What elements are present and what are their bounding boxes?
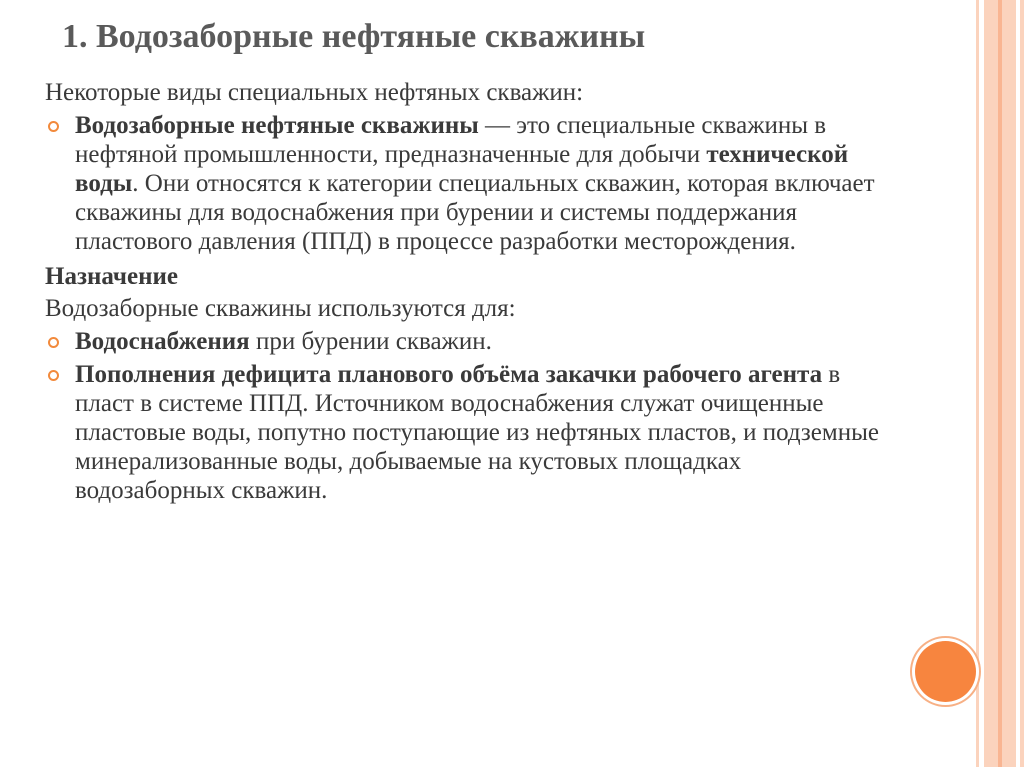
bullet-circle-icon xyxy=(48,370,59,381)
bullet-text xyxy=(75,327,895,356)
bullet-circle-icon xyxy=(48,121,59,132)
decorative-right-stripes xyxy=(976,0,1024,767)
slide-content xyxy=(45,78,895,505)
bullet-text-part: в пласт в системе ППД. Источником водоснабжения служат очищенные пластовые воды, попутно поступающие из нефтяных пластов, и подземные минерализованные воды, добываемые на кустовых площадках водозаборных скважин. xyxy=(75,361,879,504)
bold-term: Пополнения дефицита планового объёма закачки рабочего агента xyxy=(75,361,823,388)
purpose-intro-text: Водозаборные скважины используются для: xyxy=(45,295,516,322)
bullet-text-part: при бурении скважин. xyxy=(249,328,492,355)
bullet-text xyxy=(75,360,895,505)
bold-term: Водозаборные нефтяные скважины xyxy=(75,112,479,139)
bold-term: технической воды xyxy=(75,141,849,197)
bullet-text-part: . Они относятся к категории специальных скважин, которая включает скважины для водоснабжения при бурении и системы поддержания пластового давления (ППД) в процессе разработки месторождения. xyxy=(75,170,875,255)
decorative-orange-circle xyxy=(915,641,976,702)
bullet-item-replenishment xyxy=(45,360,895,505)
bullet-item-water-supply xyxy=(45,327,895,356)
intro-text: Некоторые виды специальных нефтяных скважин: xyxy=(45,79,584,106)
bullet-text xyxy=(75,111,895,256)
section-heading: Назначение xyxy=(45,263,178,290)
bullet-circle-icon xyxy=(48,337,59,348)
bullet-item-definition xyxy=(45,111,895,256)
bold-term: Водоснабжения xyxy=(75,328,250,355)
bullet-text-part: — это специальные скважины в нефтяной промышленности, предназначенные для добычи xyxy=(75,112,827,168)
slide-title: 1. Водозаборные нефтяные скважины xyxy=(62,18,646,55)
